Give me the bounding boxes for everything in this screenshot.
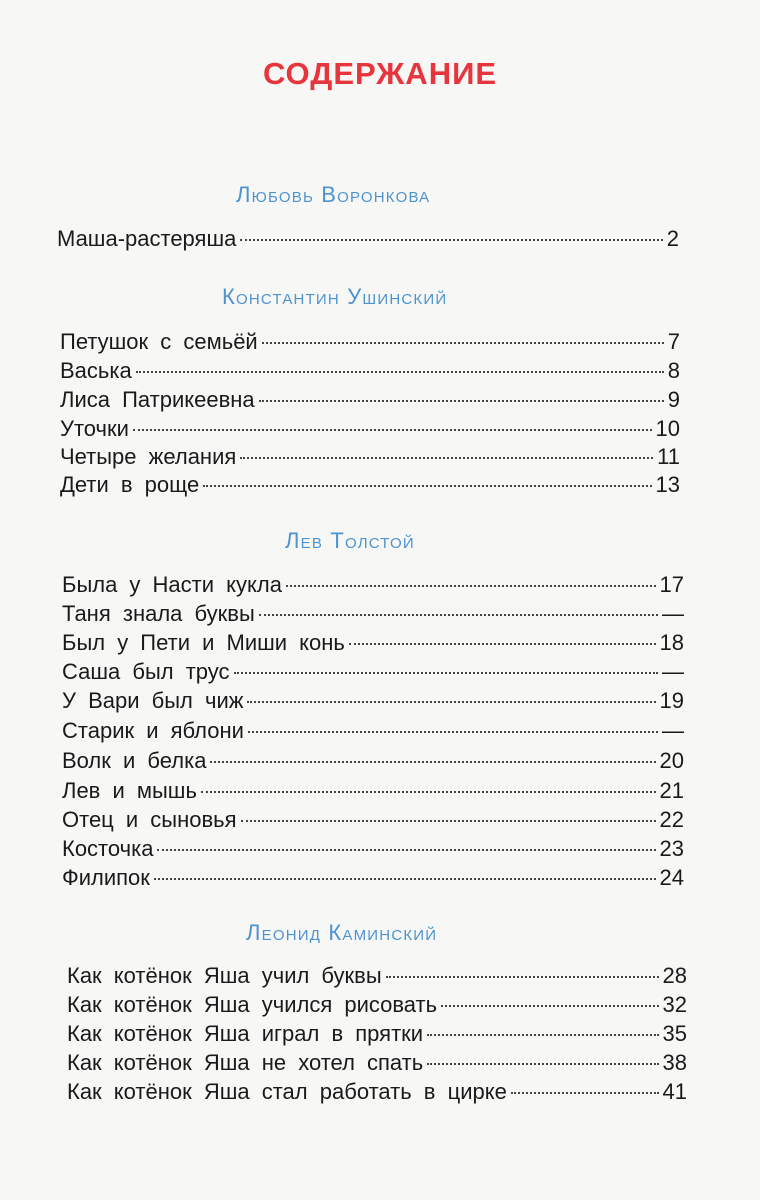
dot-leader [386, 976, 659, 978]
toc-entry [67, 992, 687, 1018]
entry-title: Васька [60, 358, 132, 383]
entry-page: 18 [659, 630, 684, 655]
entry-title: Лев и мышь [62, 778, 197, 803]
toc-entry [57, 226, 679, 252]
dot-leader [427, 1063, 658, 1065]
dot-leader [154, 878, 656, 880]
entry-page: 20 [659, 748, 684, 773]
toc-entry [67, 1079, 687, 1105]
dot-leader [210, 761, 655, 763]
entry-title: Отец и сыновья [62, 807, 237, 832]
entry-title: Как котёнок Яша учил буквы [67, 963, 382, 988]
entry-title: Косточка [62, 836, 154, 861]
toc-entry [62, 836, 684, 862]
toc-entry [62, 572, 684, 598]
entry-page: 22 [659, 807, 684, 832]
dot-leader [201, 791, 656, 793]
dot-leader [241, 820, 656, 822]
entry-title: Старик и яблони [62, 718, 244, 743]
toc-entry [60, 472, 680, 498]
entry-page: 24 [659, 865, 684, 890]
dot-leader [349, 643, 656, 645]
entry-page: 23 [659, 836, 684, 861]
author-heading: Лев Толстой [285, 528, 415, 553]
entry-title: Была у Насти кукла [62, 572, 282, 597]
author-heading: Любовь Воронкова [236, 182, 431, 207]
toc-entry [62, 778, 684, 804]
entry-title: Как котёнок Яша не хотел спать [67, 1050, 424, 1075]
entry-page: — [662, 659, 684, 684]
toc-entry [60, 444, 680, 470]
entry-page: 38 [662, 1050, 687, 1075]
entry-title: Лиса Патрикеевна [60, 387, 255, 412]
entry-page: 41 [662, 1079, 687, 1104]
author-heading: Леонид Каминский [246, 920, 438, 945]
toc-entry [62, 688, 684, 714]
toc-entry [62, 601, 684, 627]
entry-page: 2 [666, 226, 679, 251]
entry-page: 35 [662, 1021, 687, 1046]
dot-leader [234, 672, 658, 674]
toc-entry [67, 1021, 687, 1047]
dot-leader [157, 849, 655, 851]
author-heading: Константин Ушинский [222, 284, 448, 309]
toc-entry [60, 416, 680, 442]
entry-title: Как котёнок Яша учился рисовать [67, 992, 438, 1017]
toc-entry [62, 630, 684, 656]
entry-page: 21 [659, 778, 684, 803]
toc-entry [67, 963, 687, 989]
dot-leader [136, 371, 664, 373]
entry-page: 7 [667, 329, 680, 354]
dot-leader [133, 429, 652, 431]
entry-page: 9 [667, 387, 680, 412]
entry-page: 8 [667, 358, 680, 383]
dot-leader [427, 1034, 658, 1036]
toc-entry [60, 329, 680, 355]
entry-title: Саша был трус [62, 659, 230, 684]
entry-title: Маша-растеряша [57, 226, 237, 251]
entry-title: Волк и белка [62, 748, 207, 773]
entry-page: 19 [659, 688, 684, 713]
entry-title: У Вари был чиж [62, 688, 244, 713]
entry-page: — [662, 601, 684, 626]
dot-leader [511, 1092, 659, 1094]
entry-title: Был у Пети и Миши конь [62, 630, 345, 655]
toc-entry [62, 748, 684, 774]
dot-leader [240, 457, 653, 459]
entry-title: Как котёнок Яша играл в прятки [67, 1021, 424, 1046]
entry-page: 17 [659, 572, 684, 597]
entry-title: Дети в роще [60, 472, 200, 497]
dot-leader [203, 485, 651, 487]
entry-title: Как котёнок Яша стал работать в цирке [67, 1079, 507, 1104]
toc-entry [62, 718, 684, 744]
entry-title: Уточки [60, 416, 129, 441]
dot-leader [286, 585, 656, 587]
entry-title: Петушок с семьёй [60, 329, 258, 354]
toc-entry [62, 807, 684, 833]
dot-leader [240, 239, 662, 241]
entry-page: 13 [655, 472, 680, 497]
entry-title: Таня знала буквы [62, 601, 255, 626]
entry-page: — [662, 718, 684, 743]
entry-page: 28 [662, 963, 687, 988]
toc-entry [62, 659, 684, 685]
dot-leader [247, 701, 655, 703]
toc-entry [60, 358, 680, 384]
toc-entry [60, 387, 680, 413]
dot-leader [262, 342, 664, 344]
entry-title: Филипок [62, 865, 150, 890]
toc-entry [62, 865, 684, 891]
dot-leader [259, 400, 664, 402]
entry-page: 32 [662, 992, 687, 1017]
entry-page: 10 [655, 416, 680, 441]
dot-leader [248, 731, 658, 733]
toc-entry [67, 1050, 687, 1076]
entry-page: 11 [657, 444, 680, 469]
dot-leader [441, 1005, 658, 1007]
entry-title: Четыре желания [60, 444, 237, 469]
dot-leader [259, 614, 658, 616]
page-title: СОДЕРЖАНИЕ [262, 56, 498, 91]
